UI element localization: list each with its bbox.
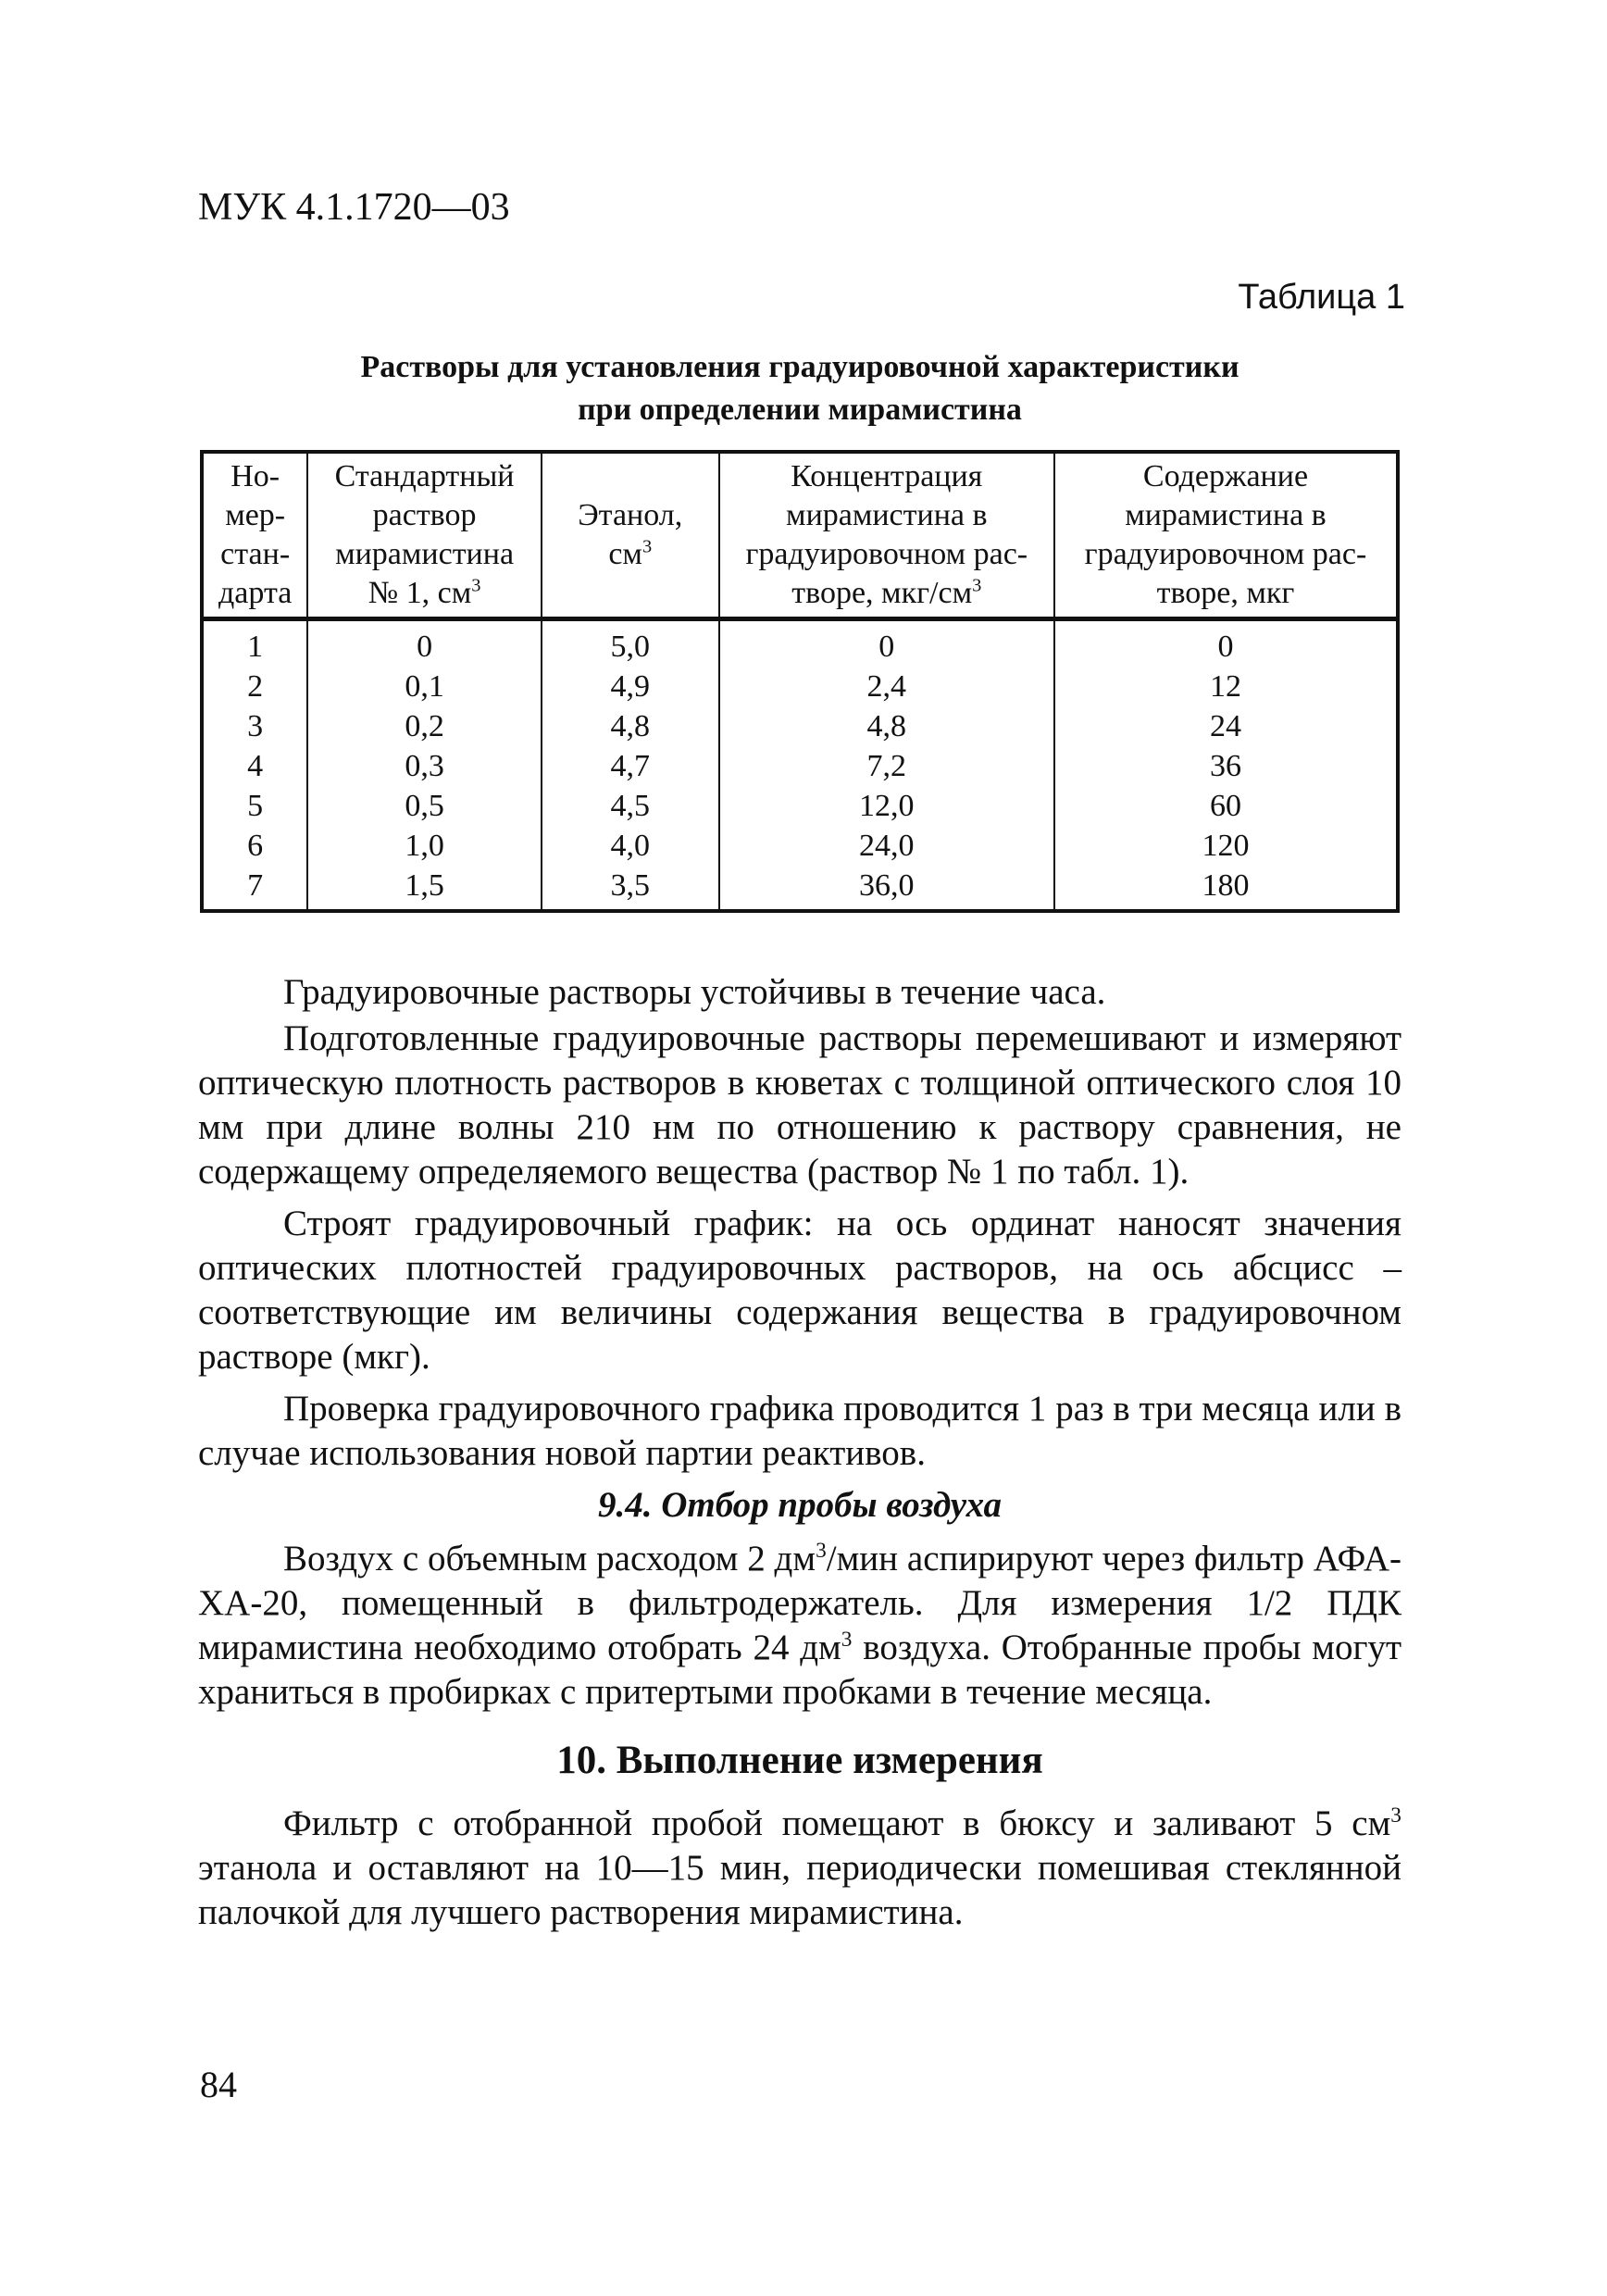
table-title-line-1: Растворы для установления градуировочной характеристики bbox=[360, 350, 1240, 384]
cell-concentration: 2,4 bbox=[719, 667, 1054, 706]
header-concentration: Концентрация мирамистина в градуировочном рас- творе, мкг/$см^3$ bbox=[719, 452, 1054, 619]
header-content: Содержание мирамистина в градуировочном рас- творе, мкг bbox=[1054, 452, 1398, 619]
cell-standard-volume: 0,1 bbox=[307, 667, 542, 706]
cell-content: 120 bbox=[1054, 826, 1398, 866]
table-row bbox=[202, 619, 1398, 668]
cell-standard-volume: 1,0 bbox=[307, 826, 542, 866]
cell-standard-volume: 1,5 bbox=[307, 866, 542, 911]
cell-number: 4 bbox=[202, 746, 307, 786]
document-code: МУК 4.1.1720—03 bbox=[198, 186, 510, 229]
cell-content: 60 bbox=[1054, 786, 1398, 826]
cell-content: 12 bbox=[1054, 667, 1398, 706]
paragraph-stability: Градуировочные растворы устойчивы в течение часа. bbox=[283, 972, 1106, 1012]
cell-standard-volume: 0,2 bbox=[307, 706, 542, 746]
fraction: 1/2 bbox=[1246, 1583, 1293, 1623]
cell-number: 1 bbox=[202, 619, 307, 668]
header-standard-number: Но- мер- стан- дарта bbox=[202, 452, 307, 619]
cell-content: 36 bbox=[1054, 746, 1398, 786]
cell-content: 24 bbox=[1054, 706, 1398, 746]
cell-concentration: 0 bbox=[719, 619, 1054, 668]
table-row bbox=[202, 826, 1398, 866]
paragraph-graph-check: Проверка градуировочного графика проводится 1 раз в три месяца или в случае использования новой партии реактивов. bbox=[198, 1389, 1401, 1473]
cell-ethanol-volume: 4,8 bbox=[542, 706, 719, 746]
cell-number: 2 bbox=[202, 667, 307, 706]
cell-concentration: 36,0 bbox=[719, 866, 1054, 911]
cell-concentration: 24,0 bbox=[719, 826, 1054, 866]
cell-ethanol-volume: 4,0 bbox=[542, 826, 719, 866]
section-heading: 10. Выполнение измерения bbox=[556, 1739, 1043, 1782]
cell-ethanol-volume: 4,7 bbox=[542, 746, 719, 786]
cell-concentration: 4,8 bbox=[719, 706, 1054, 746]
cell-concentration: 12,0 bbox=[719, 786, 1054, 826]
paragraph-calibration-graph: Строят градуировочный график: на ось ординат наносят значения оптических плотностей градуировочных растворов, на ось абсцисс – соответствующие им величины содержания вещества в градуировочном растворе (мкг). bbox=[198, 1204, 1401, 1377]
header-standard-solution: Стандартный раствор мирамистина № 1, $см^3$ bbox=[307, 452, 542, 619]
table-row bbox=[202, 706, 1398, 746]
table-title-line-2: при определении мирамистина bbox=[578, 393, 1022, 427]
table-title bbox=[198, 346, 1401, 431]
cell-number: 3 bbox=[202, 706, 307, 746]
paragraph-measurement-procedure: Фильтр с отобранной пробой помещают в бюксу и заливают 5 $см^3$ этанола и оставляют на 10—15 мин, периодически помешивая стеклянной палочкой для лучшего растворения мирамистина. bbox=[198, 1803, 1401, 1932]
cell-number: 6 bbox=[202, 826, 307, 866]
table-row bbox=[202, 667, 1398, 706]
cell-standard-volume: 0 bbox=[307, 619, 542, 668]
cell-ethanol-volume: 4,5 bbox=[542, 786, 719, 826]
paragraph-air-sampling: Воздух с объемным расходом 2 $дм^3$/мин аспирируют через фильтр АФА-ХА-20, помещенный в фильтродержатель. Для измерения 1/2 ПДК мирамистина необходимо отобрать 24 $дм^3$ воздуха. Отобранные пробы могут храниться в пробирках с притертыми пробками в течение месяца. bbox=[198, 1539, 1402, 1712]
cell-concentration: 7,2 bbox=[719, 746, 1054, 786]
paragraph-measurement: Подготовленные градуировочные растворы перемешивают и измеряют оптическую плотность растворов в кюветах с толщиной оптического слоя 10 мм при длине волны 210 нм по отношению к раствору сравнения, не содержащему определяемого вещества (раствор № 1 по табл. 1). bbox=[198, 1018, 1401, 1192]
header-ethanol: Этанол, $см^3$ bbox=[542, 452, 719, 619]
table-row bbox=[202, 866, 1398, 911]
page-number: 84 bbox=[200, 2064, 237, 2105]
cell-ethanol-volume: 3,5 bbox=[542, 866, 719, 911]
body-text bbox=[198, 970, 1401, 1942]
cell-ethanol-volume: 5,0 bbox=[542, 619, 719, 668]
cell-content: 0 bbox=[1054, 619, 1398, 668]
cell-standard-volume: 0,5 bbox=[307, 786, 542, 826]
calibration-table bbox=[200, 450, 1400, 913]
cell-content: 180 bbox=[1054, 866, 1398, 911]
cell-number: 5 bbox=[202, 786, 307, 826]
cell-number: 7 bbox=[202, 866, 307, 911]
subsection-heading: 9.4. Отбор пробы воздуха bbox=[597, 1485, 1003, 1525]
table-row bbox=[202, 746, 1398, 786]
table-row bbox=[202, 786, 1398, 826]
cell-ethanol-volume: 4,9 bbox=[542, 667, 719, 706]
table-label: Таблица 1 bbox=[1238, 278, 1405, 317]
table-header-row bbox=[202, 452, 1398, 619]
cell-standard-volume: 0,3 bbox=[307, 746, 542, 786]
